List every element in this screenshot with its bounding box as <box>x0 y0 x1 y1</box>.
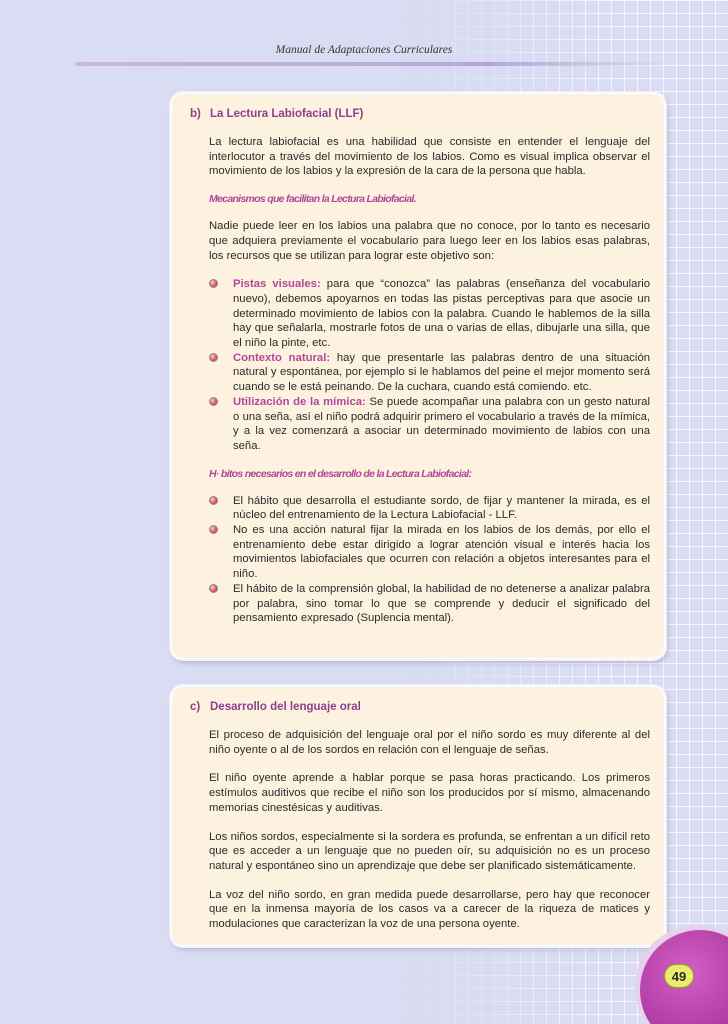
section-c-heading <box>190 701 650 713</box>
page-number: 49 <box>664 964 694 988</box>
intro-paragraph: La lectura labiofacial es una habilidad que consiste en entender el lenguaje del interlocutor a través del movimiento de los labios. Como es visual implica observar el movimiento de los labios y la expresión de la cara de la persona que habla. <box>209 136 650 178</box>
bullet-icon <box>209 584 218 593</box>
paragraph: El proceso de adquisición del lenguaje oral por el niño sordo es muy diferente al del niño oyente o al de los sordos en relación con el lenguaje de señas. <box>209 729 650 756</box>
running-header: Manual de Adaptaciones Curriculares <box>275 44 453 56</box>
habit-text: El hábito que desarrolla el estudiante sordo, de fijar y mantener la mirada, es el núcleo del entrenamiento de la Lectura Labiofacial - LLF. <box>233 494 650 522</box>
section-b-heading <box>190 108 650 120</box>
list-item <box>209 523 650 582</box>
bullet-icon <box>209 279 218 288</box>
habit-text: No es una acción natural fijar la mirada en los labios de los demás, por ello el entrenamiento debe estar dirigido a lograr atención visual e interés hacia los movimientos labiofaciales que ocurren con relación a objetos interesantes para el niño. <box>233 524 650 581</box>
list-item <box>209 494 650 523</box>
paragraph: El niño oyente aprende a hablar porque se pasa horas practicando. Los primeros estímulos auditivos que recibe el niño son los producidos por sí mismo, almacenando memorias cinestésicas y auditivas. <box>209 772 650 814</box>
section-c-box <box>171 686 665 946</box>
mechanism-term: Contexto natural: <box>233 351 331 364</box>
habits-list <box>209 494 650 626</box>
section-b-letter: b) <box>190 108 201 120</box>
bullet-icon <box>209 353 218 362</box>
header-rule <box>75 62 670 66</box>
mechanisms-list <box>209 277 650 453</box>
mechanism-term: Pistas visuales: <box>233 278 321 291</box>
habits-subtitle: H· bitos necesarios en el desarrollo de la Lectura Labiofacial: <box>209 467 472 480</box>
list-item <box>209 582 650 626</box>
section-c-title: Desarrollo del lenguaje oral <box>210 701 361 713</box>
list-item <box>209 395 650 454</box>
section-b-box <box>171 93 665 659</box>
section-b-title: La Lectura Labiofacial (LLF) <box>210 108 364 120</box>
mechanisms-paragraph: Nadie puede leer en los labios una palabra que no conoce, por lo tanto es necesario que adquiera previamente el vocabulario para luego leer en los labios esas palabras, los recursos que se utilizan para lograr este objetivo son: <box>209 220 650 262</box>
section-c-content <box>209 728 650 932</box>
section-b-content <box>209 135 650 626</box>
mechanism-text: para que “conozca” las palabras (enseñanza del vocabulario nuevo), debemos apoyarnos en todas las pistas perceptivas para que asocie un determinado movimiento de labios con la palabra. Cuando le hablemos de la silla hay que señalarla, mostrarle fotos de una o varias de ellas, dibujarle una silla, que el niño la pinte, etc. <box>233 278 650 350</box>
paragraph: Los niños sordos, especialmente si la sordera es profunda, se enfrentan a un difícil reto que es acceder a un lenguaje que no pueden oír, su adquisición no es un proceso natural y espontáneo sino un aprendizaje que debe ser planificado sistemáticamente. <box>209 830 650 872</box>
paragraph: La voz del niño sordo, en gran medida puede desarrollarse, pero hay que reconocer que en la inmensa mayoría de los casos va a carecer de la riqueza de matices y modulaciones que caracterizan la voz de una persona oyente. <box>209 888 650 931</box>
mechanism-text: hay que presentarle las palabras dentro de una situación natural y espontánea, por ejemplo si le hablamos del peine el mejor momento será cuando se le está peinando. De la cuchara, cuando está comiendo. etc. <box>233 351 651 394</box>
bullet-icon <box>209 397 218 406</box>
bullet-icon <box>209 525 218 534</box>
mechanism-text: Se puede acompañar una palabra con un gesto natural o una seña, así el niño podrá adquirir primero el vocabulario a través de la mímica, y a la vez comenzará a asociar un determinado movimiento de labios con una seña. <box>233 395 650 452</box>
list-item <box>209 277 650 351</box>
mechanism-term: Utilización de la mímica: <box>233 395 366 408</box>
mechanisms-subtitle: Mecanismos que facilitan la Lectura Labiofacial. <box>209 193 416 206</box>
list-item <box>209 351 650 395</box>
section-c-letter: c) <box>190 701 201 713</box>
bullet-icon <box>209 496 218 505</box>
habit-text: El hábito de la comprensión global, la habilidad de no detenerse a analizar palabra por palabra, sino tomar lo que se comprende y deducir el significado del pensamiento expresado (Suplencia mental). <box>233 582 650 625</box>
